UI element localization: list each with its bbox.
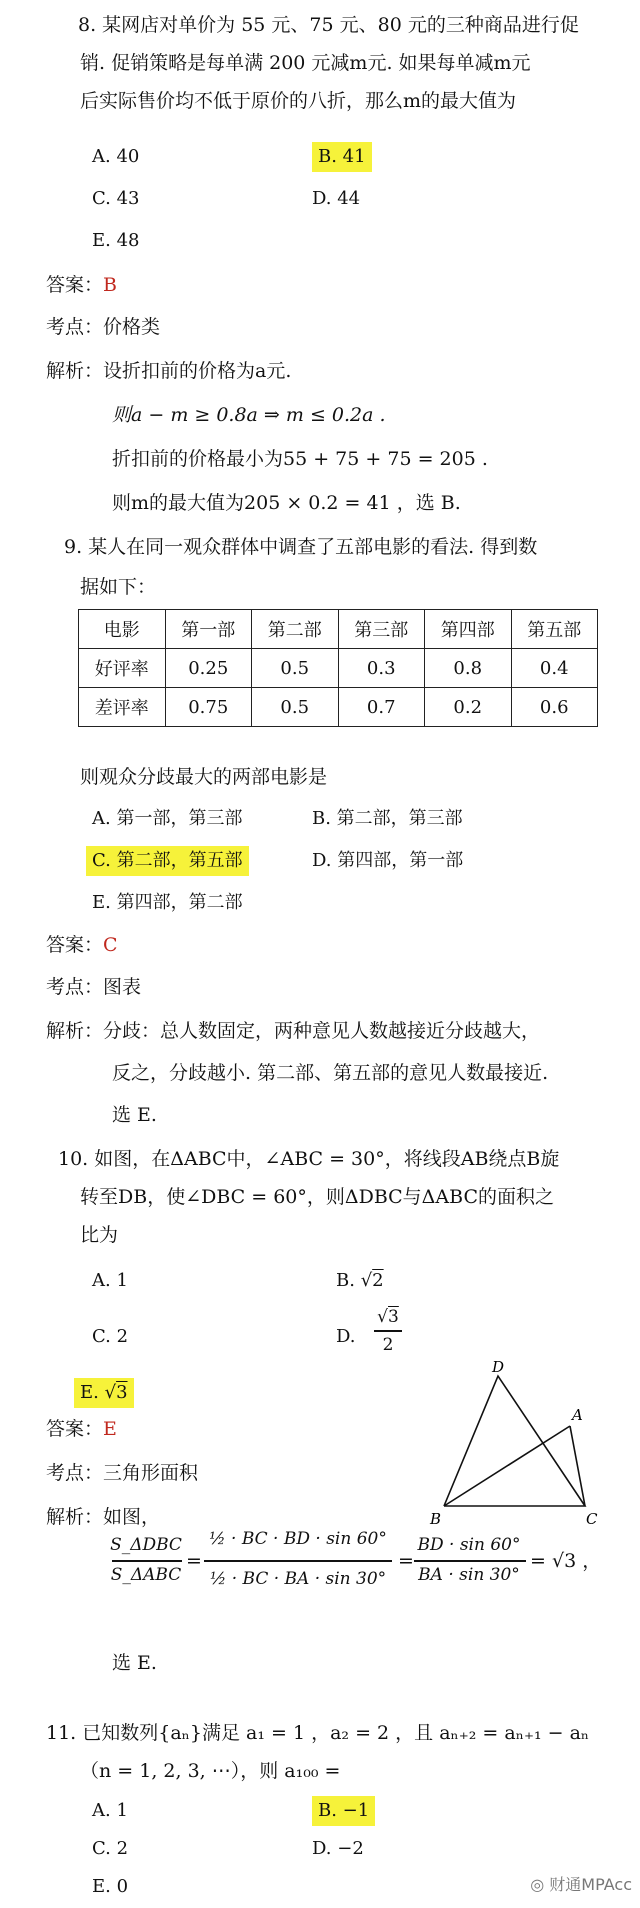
table-cell: 电影 — [79, 610, 166, 649]
q10-option-d-fraction-bar — [374, 1330, 402, 1332]
formula-lhs-bar — [112, 1560, 182, 1562]
segment-ba — [444, 1426, 570, 1506]
table-cell: 0.5 — [252, 688, 339, 727]
table-cell: 0.4 — [511, 649, 598, 688]
q10-option-b-label: B. — [336, 1270, 355, 1291]
q8-stem-line3: 后实际售价均不低于原价的八折，那么m的最大值为 — [80, 90, 517, 112]
table-row — [79, 649, 598, 688]
point-label-d: D — [492, 1358, 505, 1376]
q10-option-a: A. 1 — [92, 1270, 128, 1291]
q11-option-e: E. 0 — [92, 1876, 129, 1897]
point-label-b: B — [430, 1510, 442, 1526]
q8-answer-label: 答案： — [46, 274, 104, 296]
q10-analysis-intro: 解析：如图， — [46, 1506, 161, 1528]
table-cell: 0.7 — [338, 688, 425, 727]
table-cell: 第一部 — [165, 610, 252, 649]
point-label-a: A — [572, 1406, 583, 1424]
triangle-dbc-edges — [444, 1376, 585, 1506]
wechat-icon: ◎ — [530, 1875, 545, 1894]
q9-analysis-line1: 解析：分歧：总人数固定，两种意见人数越接近分歧越大， — [46, 1020, 541, 1042]
table-cell: 好评率 — [79, 649, 166, 688]
q10-option-d-radicand: 3 — [388, 1307, 399, 1327]
q8-option-d: D. 44 — [312, 188, 361, 209]
q10-option-d-numerator: √3 — [377, 1307, 399, 1327]
q9-answer-label: 答案： — [46, 934, 104, 956]
q8-answer — [46, 272, 117, 298]
q11-option-c: C. 2 — [92, 1838, 129, 1859]
q11-option-d: D. −2 — [312, 1838, 364, 1859]
q10-option-c: C. 2 — [92, 1326, 129, 1347]
formula-lhs-numerator: S_ΔDBC — [110, 1535, 182, 1555]
formula-result: = √3 ， — [530, 1550, 602, 1572]
q8-analysis-line1: 解析：设折扣前的价格为a元. — [46, 360, 292, 382]
q8-answer-value: B — [103, 274, 117, 296]
q9-stem-line1: 9. 某人在同一观众群体中调查了五部电影的看法. 得到数 — [64, 536, 538, 558]
q8-point: 考点：价格类 — [46, 316, 161, 338]
q8-option-b-highlighted: B. 41 — [312, 142, 372, 172]
table-cell: 第三部 — [338, 610, 425, 649]
formula-equals-1: = — [186, 1550, 202, 1572]
table-cell: 第二部 — [252, 610, 339, 649]
formula-right-numerator: BD · sin 60° — [417, 1535, 521, 1555]
q8-analysis-line4: 则m的最大值为205 × 0.2 = 41 ，选 B. — [112, 492, 461, 514]
q10-stem-line2: 转至DB，使∠DBC = 60°，则ΔDBC与ΔABC的面积之 — [80, 1186, 554, 1208]
q10-stem-line3: 比为 — [80, 1224, 119, 1246]
q10-answer-label: 答案： — [46, 1418, 104, 1440]
q10-conclusion: 选 E. — [112, 1652, 157, 1674]
point-label-c: C — [586, 1510, 598, 1526]
table-cell: 0.75 — [165, 688, 252, 727]
q9-option-d: D. 第四部，第一部 — [312, 850, 464, 871]
q9-answer — [46, 932, 118, 958]
formula-mid-bar — [204, 1560, 392, 1562]
q8-stem-line1: 8. 某网店对单价为 55 元、75 元、80 元的三种商品进行促 — [78, 14, 579, 36]
formula-mid-numerator: ½ · BC · BD · sin 60° — [209, 1529, 387, 1549]
watermark — [530, 1872, 632, 1895]
q9-data-table — [78, 609, 598, 727]
formula-equals-2: = — [398, 1550, 414, 1572]
q10-option-b-radicand: 2 — [372, 1270, 384, 1291]
table-cell: 差评率 — [79, 688, 166, 727]
q10-option-e-radicand: 3 — [116, 1382, 128, 1403]
q8-stem-line2: 销. 促销策略是每单满 200 元减m元. 如果每单减m元 — [80, 52, 531, 74]
q10-option-e-label: E. — [80, 1382, 99, 1403]
q10-option-b-radical: √2 — [360, 1270, 384, 1291]
formula-right-denominator: BA · sin 30° — [418, 1565, 520, 1585]
q9-answer-value: C — [103, 934, 118, 956]
q10-stem-line1: 10. 如图，在ΔABC中，∠ABC = 30°，将线段AB绕点B旋 — [58, 1148, 560, 1170]
q8-analysis-line3: 折扣前的价格最小为55 + 75 + 75 = 205 . — [112, 448, 488, 470]
q9-point: 考点：图表 — [46, 976, 142, 998]
table-header-row — [79, 610, 598, 649]
q8-option-c: C. 43 — [92, 188, 140, 209]
q11-option-b-highlighted: B. −1 — [312, 1796, 375, 1826]
formula-right-bar — [414, 1560, 526, 1562]
q9-option-a: A. 第一部，第三部 — [92, 808, 243, 829]
q10-answer-value: E — [103, 1418, 117, 1440]
q8-option-e: E. 48 — [92, 230, 140, 251]
table-cell: 0.2 — [425, 688, 512, 727]
q8-option-a: A. 40 — [92, 146, 140, 167]
q10-option-e-highlighted: E. √3 — [74, 1378, 134, 1408]
formula-lhs-denominator: S_ΔABC — [110, 1565, 182, 1585]
q9-stem-line2: 据如下： — [80, 576, 157, 598]
q11-option-a: A. 1 — [92, 1800, 128, 1821]
table-cell: 第五部 — [511, 610, 598, 649]
q9-option-b: B. 第二部，第三部 — [312, 808, 463, 829]
q11-stem-line1: 11. 已知数列{aₙ}满足 a₁ = 1 ，a₂ = 2 ，且 aₙ₊₂ = aₙ₊₁ − aₙ — [46, 1722, 590, 1744]
table-cell: 0.5 — [252, 649, 339, 688]
q8-analysis-line2: 则a − m ≥ 0.8a ⇒ m ≤ 0.2a . — [112, 404, 386, 426]
q9-question: 则观众分歧最大的两部电影是 — [80, 766, 328, 788]
q10-option-b — [336, 1268, 384, 1294]
q10-option-d-denominator: 2 — [382, 1335, 394, 1355]
table-cell: 第四部 — [425, 610, 512, 649]
q9-option-c-highlighted: C. 第二部，第五部 — [86, 846, 249, 876]
q11-stem-line2: （n = 1, 2, 3, ⋯），则 a₁₀₀ = — [80, 1760, 341, 1782]
q10-point: 考点：三角形面积 — [46, 1462, 199, 1484]
table-cell: 0.6 — [511, 688, 598, 727]
table-cell: 0.8 — [425, 649, 512, 688]
q10-answer — [46, 1416, 117, 1442]
table-cell: 0.3 — [338, 649, 425, 688]
q10-triangle-figure — [420, 1356, 620, 1526]
formula-mid-denominator: ½ · BC · BA · sin 30° — [209, 1569, 387, 1589]
q9-option-e: E. 第四部，第二部 — [92, 892, 243, 913]
q9-analysis-line2: 反之，分歧越小. 第二部、第五部的意见人数最接近. — [112, 1062, 549, 1084]
q10-option-d-label: D. — [336, 1326, 356, 1347]
table-row — [79, 688, 598, 727]
q9-analysis-line3: 选 E. — [112, 1104, 157, 1126]
watermark-text: 财通MPAcc — [549, 1875, 632, 1894]
table-cell: 0.25 — [165, 649, 252, 688]
